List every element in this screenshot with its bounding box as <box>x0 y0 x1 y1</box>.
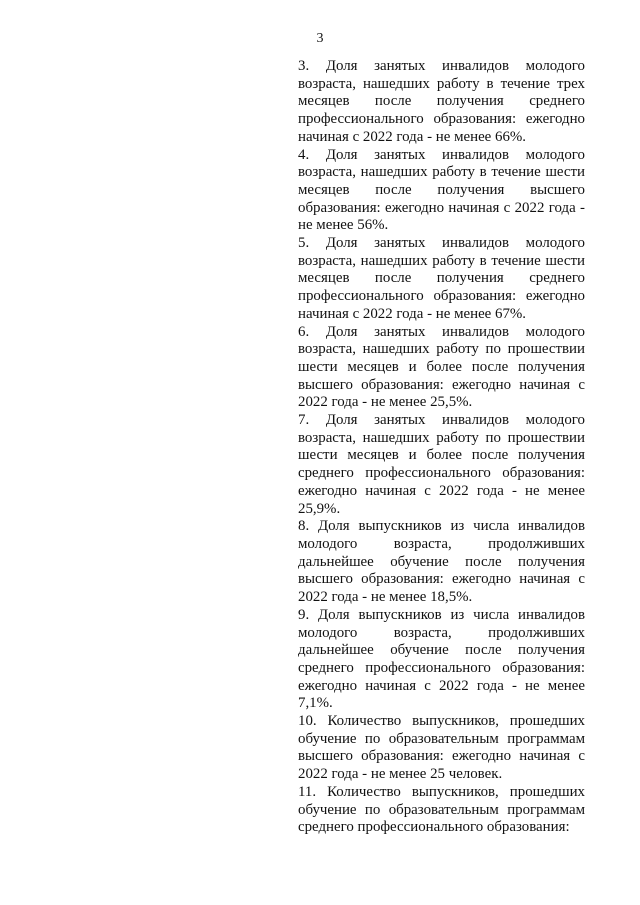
page-number: 3 <box>316 31 324 46</box>
list-item: 8. Доля выпускников из числа инвалидов молодого возраста, продолживших дальнейшее обучение после получения высшего образования: ежегодно начиная с 2022 года - не менее 18,5%. <box>298 518 585 606</box>
list-item: 6. Доля занятых инвалидов молодого возраста, нашедших работу по прошествии шести месяцев и более после получения высшего образования: ежегодно начиная с 2022 года - не менее 25,5%. <box>298 323 585 411</box>
list-item: 10. Количество выпускников, прошедших обучение по образовательным программам высшего образования: ежегодно начиная с 2022 года - не менее 25 человек. <box>298 713 585 783</box>
list-item: 3. Доля занятых инвалидов молодого возраста, нашедших работу в течение трех месяцев после получения среднего профессионального образования: ежегодно начиная с 2022 года - не менее 66%. <box>298 58 585 145</box>
list-item: 7. Доля занятых инвалидов молодого возраста, нашедших работу по прошествии шести месяцев и более после получения среднего профессионального образования: ежегодно начиная с 2022 года - не менее 25,9%. <box>298 412 585 517</box>
list-item: 4. Доля занятых инвалидов молодого возраста, нашедших работу в течение шести месяцев после получения высшего образования: ежегодно начиная с 2022 года - не менее 56%. <box>298 146 585 234</box>
document-body <box>298 58 585 837</box>
list-item: 9. Доля выпускников из числа инвалидов молодого возраста, продолживших дальнейшее обучение после получения среднего профессионального образования: ежегодно начиная с 2022 года - не менее 7,1%. <box>298 606 585 712</box>
list-item: 5. Доля занятых инвалидов молодого возраста, нашедших работу в течение шести месяцев после получения среднего профессионального образования: ежегодно начиная с 2022 года - не менее 67%. <box>298 235 585 322</box>
list-item: 11. Количество выпускников, прошедших обучение по образовательным программам среднего профессионального образования: <box>298 783 585 836</box>
